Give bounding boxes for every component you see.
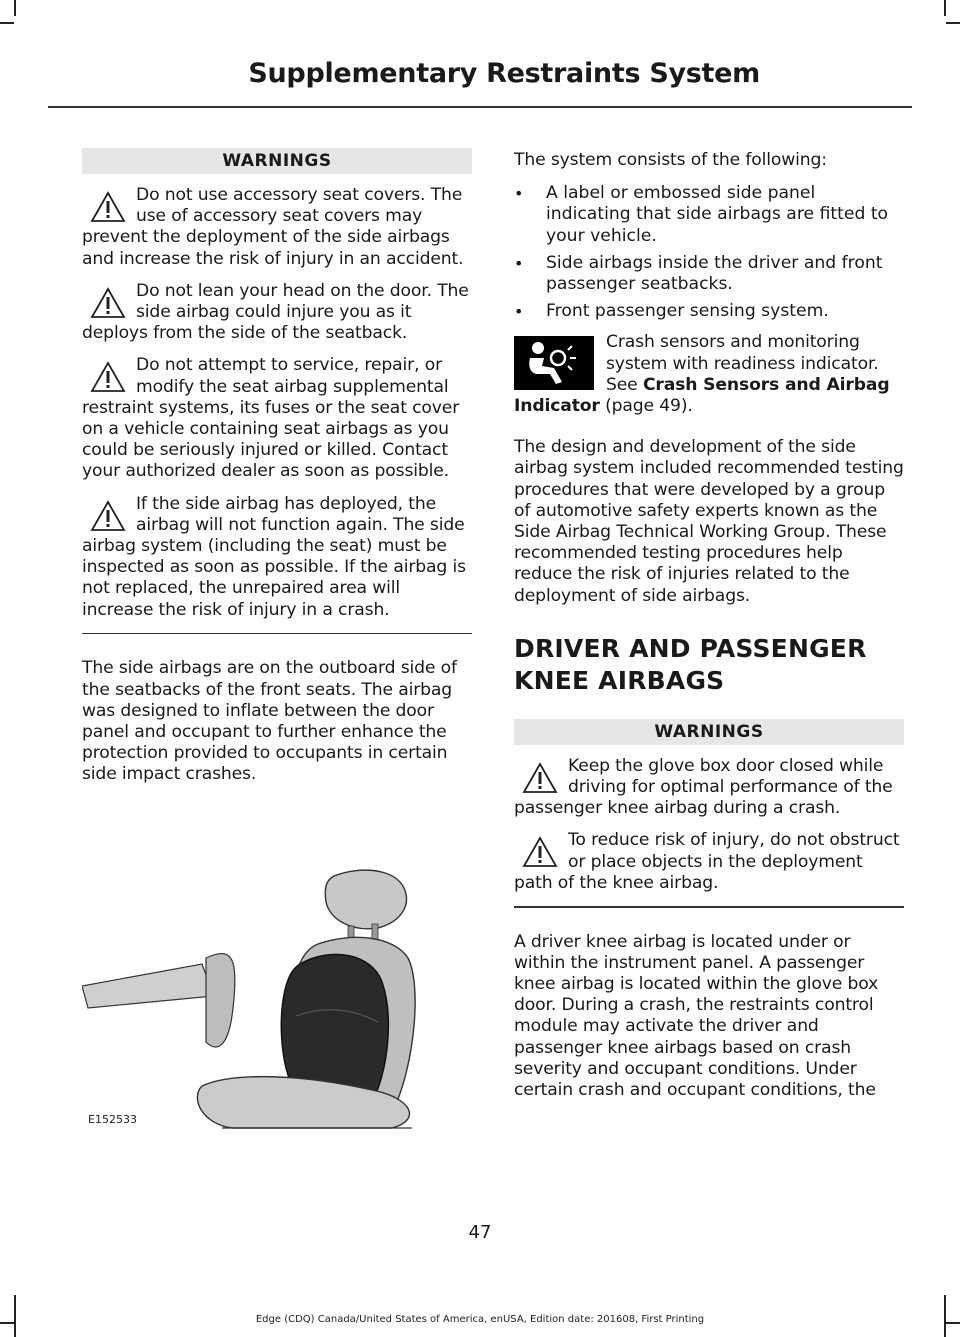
warning-text: Do not use accessory seat covers. The use of accessory seat covers may prevent the deployment of the side airbags and increase the risk of injury in an accident. [82, 185, 464, 269]
page-title: Supplementary Restraints System [248, 58, 760, 89]
warning-item [514, 756, 904, 820]
warning-triangle-icon [90, 287, 126, 319]
section-heading [514, 633, 904, 697]
warning-item [82, 281, 472, 345]
left-column [82, 148, 472, 786]
section-heading-line: DRIVER AND PASSENGER [514, 633, 867, 663]
list-item: • Front passenger sensing system. [514, 301, 904, 322]
seat-airbag-figure [82, 866, 472, 1134]
sensor-description: Crash sensors and monitoring system with readiness indicator. See [606, 332, 879, 395]
warning-text: Do not attempt to service, repair, or modify the seat airbag supplemental restraint systems, its fuses or the seat cover on a vehicle containing seat airbags as you could be seriously injured or killed. Contact your authorized dealer as soon as possible. [82, 355, 460, 482]
warnings-heading: WARNINGS [514, 719, 904, 745]
crop-mark [14, 0, 16, 16]
section-heading-line: KNEE AIRBAGS [514, 665, 725, 695]
warning-triangle-icon [90, 500, 126, 532]
page-number: 47 [468, 1222, 492, 1243]
figure-code: E152533 [88, 1113, 137, 1126]
knee-airbag-paragraph: A driver knee airbag is located under or within the instrument panel. A passenger knee airbag is located within the glove box door. During a crash, the restraints control module may activate the driver and passenger knee airbags based on crash severity and occupant conditions. Under certain crash and occupant conditions, the [514, 931, 879, 1100]
seat-airbag-illustration [82, 866, 472, 1134]
system-intro: The system consists of the following: [514, 150, 827, 170]
warning-item [514, 830, 904, 894]
warning-text: Do not lean your head on the door. The side airbag could injure you as it deploys from the side of the seatback. [82, 280, 469, 344]
crop-mark [944, 0, 946, 16]
warning-text: If the side airbag has deployed, the airbag will not function again. The side airbag system (including the seat) must be inspected as soon as possible. If the airbag is not replaced, the unrepaired area will increase the risk of injury in a crash. [82, 493, 466, 620]
warning-triangle-icon [90, 361, 126, 393]
page-footer: Edge (CDQ) Canada/United States of America, enUSA, Edition date: 201608, First Printing [255, 1314, 705, 1325]
crop-mark [0, 22, 14, 24]
body-paragraph: The side airbags are on the outboard side of the seatbacks of the front seats. The airbag was designed to inflate between the door panel and occupant to further enhance the protection provided to occupants in certain side impact crashes. [82, 658, 457, 785]
warning-text: To reduce risk of injury, do not obstruct or place objects in the deployment path of the knee airbag. [514, 830, 900, 893]
warning-item [82, 185, 472, 270]
warning-triangle-icon [522, 762, 558, 794]
list-item: • A label or embossed side panel indicating that side airbags are fitted to your vehicle. [514, 183, 904, 247]
header-divider [48, 106, 912, 108]
warning-item [82, 494, 472, 621]
right-column [514, 148, 904, 1101]
warning-triangle-icon [90, 191, 126, 223]
airbag-indicator-icon [514, 336, 594, 390]
sensor-block [514, 332, 904, 417]
crop-mark [946, 22, 960, 24]
design-paragraph: The design and development of the side airbag system included recommended testing procedures that were developed by a group of automotive safety experts known as the Side Airbag Technical Working Group. These recommended testing procedures help reduce the risk of injuries related to the deployment of side airbags. [514, 437, 904, 606]
sensor-page-ref: (page 49). [599, 396, 693, 417]
warning-triangle-icon [522, 836, 558, 868]
warnings-end-divider [82, 633, 472, 635]
sensor-reference-link[interactable]: Crash Sensors and Airbag Indicator [514, 374, 890, 417]
list-item: • Side airbags inside the driver and front passenger seatbacks. [514, 253, 904, 295]
warning-text: Keep the glove box door closed while driving for optimal performance of the passenger knee airbag during a crash. [514, 755, 893, 819]
warnings-heading: WARNINGS [82, 148, 472, 174]
warnings-end-divider [514, 906, 904, 908]
warning-item [82, 355, 472, 482]
system-components-list [514, 183, 904, 322]
